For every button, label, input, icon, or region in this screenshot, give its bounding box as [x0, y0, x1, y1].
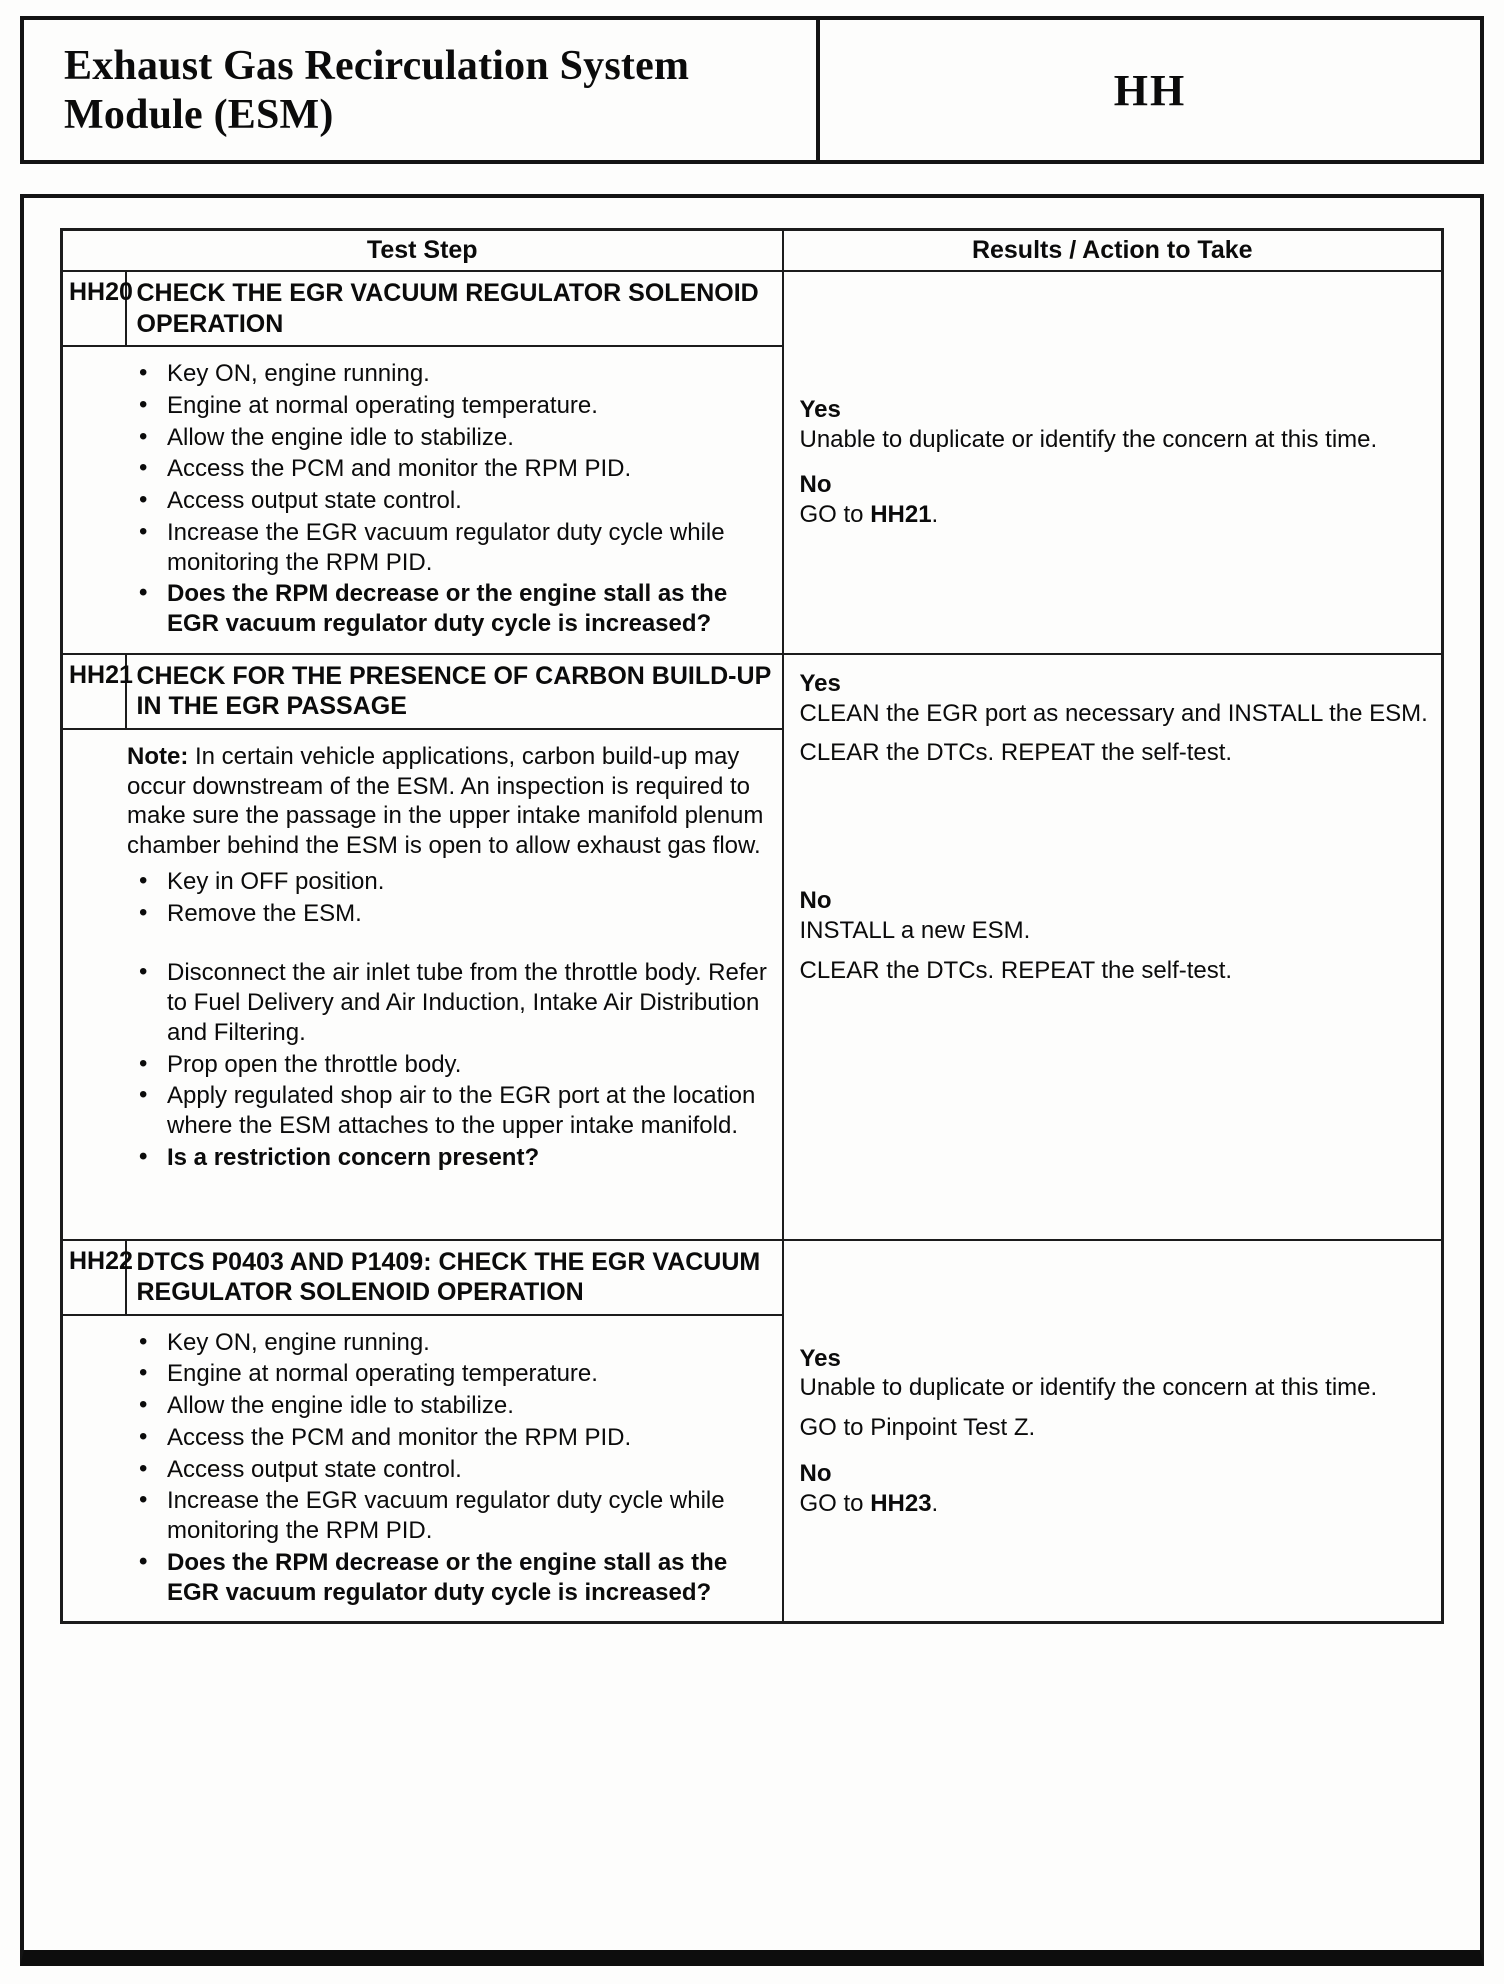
text-segment: GO to — [799, 501, 871, 529]
header-title-cell — [24, 20, 816, 160]
test-step-bullet — [63, 899, 768, 929]
test-step-bullet — [63, 518, 768, 578]
result-line — [800, 500, 1430, 530]
result-label-no: No — [799, 471, 832, 499]
bullet-text: Access output state control. — [167, 487, 462, 514]
bullet-text: Increase the EGR vacuum regulator duty cycle while monitoring the RPM PID. — [167, 518, 725, 576]
bullet-icon: • — [139, 1142, 148, 1170]
bullet-icon: • — [139, 1327, 148, 1355]
test-step-bullet — [63, 1081, 768, 1141]
result-line: Unable to duplicate or identify the concern at this time. — [799, 1374, 1378, 1402]
column-header-results: Results / Action to Take — [783, 230, 1443, 272]
results-cell — [783, 271, 1443, 654]
text-segment: . — [931, 501, 939, 529]
bullet-text: Access output state control. — [167, 1455, 462, 1483]
bullet-icon: • — [139, 454, 148, 482]
bullet-icon: • — [139, 1547, 148, 1575]
result-no-group — [800, 470, 1430, 530]
result-no-group — [800, 886, 1430, 985]
test-step-bullet — [63, 359, 768, 389]
note-label: Note: — [127, 742, 189, 770]
test-step-bullet — [63, 867, 768, 897]
result-line: GO to Pinpoint Test Z. — [799, 1414, 1036, 1441]
page-title: Exhaust Gas Recirculation System Module (ESM) — [64, 43, 690, 138]
go-reference: HH21 — [870, 501, 932, 529]
bullet-text: Allow the engine idle to stabilize. — [167, 1392, 514, 1419]
test-step-bullet — [63, 1050, 768, 1080]
note-text: In certain vehicle applications, carbon build-up may occur downstream of the ESM. An inspection is required to make sure the passage in the upper intake manifold plenum chamber behind the ESM is open to allow exhaust gas flow. — [127, 742, 764, 859]
results-cell — [783, 654, 1443, 1240]
bullet-icon: • — [139, 486, 148, 513]
result-yes-group — [800, 395, 1430, 455]
test-step-bullet — [63, 1423, 768, 1453]
test-body — [62, 1315, 783, 1623]
bullet-text: Engine at normal operating temperature. — [167, 391, 598, 419]
test-step-bullet — [63, 1359, 768, 1389]
result-label-yes: Yes — [799, 1344, 841, 1372]
result-label-no: No — [799, 1459, 832, 1487]
bullet-icon: • — [139, 1391, 148, 1418]
test-id: HH22 — [62, 1240, 126, 1315]
test-body — [62, 346, 783, 654]
bullet-icon: • — [139, 1454, 148, 1482]
test-step-question — [63, 1548, 768, 1608]
bullet-text: Disconnect the air inlet tube from the throttle body. Refer to Fuel Delivery and Air Induction, Intake Air Distribution and Filtering. — [167, 959, 767, 1046]
test-step-bullet — [63, 1391, 768, 1421]
test-step-question — [63, 1143, 768, 1173]
text-segment: . — [931, 1489, 939, 1517]
bullet-icon: • — [139, 1359, 148, 1387]
section-code: HH — [1113, 65, 1187, 115]
test-body — [62, 729, 783, 1240]
result-line: CLEAR the DTCs. REPEAT the self-test. — [799, 956, 1233, 984]
bullet-icon: • — [139, 1422, 148, 1450]
test-id: HH21 — [62, 654, 126, 729]
bullet-text: Is a restriction concern present? — [167, 1143, 540, 1171]
test-step-bullet — [63, 486, 768, 516]
test-step-bullet — [63, 423, 768, 453]
bullet-text: Does the RPM decrease or the engine stall as the EGR vacuum regulator duty cycle is increased? — [167, 580, 728, 637]
test-note — [127, 742, 768, 861]
pinpoint-test-table — [60, 228, 1444, 1624]
bullet-icon: • — [139, 422, 148, 450]
bullet-text: Does the RPM decrease or the engine stall as the EGR vacuum regulator duty cycle is increased? — [167, 1548, 728, 1606]
page-header — [20, 16, 1484, 164]
bullet-icon: • — [139, 1081, 148, 1109]
result-line: CLEAR the DTCs. REPEAT the self-test. — [799, 739, 1233, 767]
bullet-text: Remove the ESM. — [167, 899, 362, 927]
bullet-text: Key in OFF position. — [167, 867, 385, 895]
result-line: CLEAN the EGR port as necessary and INSTALL the ESM. — [799, 699, 1428, 727]
result-label-yes: Yes — [799, 669, 841, 697]
test-title: DTCS P0403 AND P1409: CHECK THE EGR VACUUM REGULATOR SOLENOID OPERATION — [126, 1240, 783, 1315]
bullet-text: Key ON, engine running. — [167, 360, 430, 387]
bullet-text: Access the PCM and monitor the RPM PID. — [167, 1423, 632, 1451]
bullet-icon: • — [139, 1049, 148, 1077]
bullet-icon: • — [139, 1486, 148, 1514]
table-header-row — [62, 230, 1443, 272]
result-no-group — [800, 1459, 1430, 1519]
result-yes-group — [800, 669, 1430, 768]
bullet-icon: • — [139, 579, 148, 607]
bullet-icon: • — [139, 359, 148, 386]
result-yes-group — [800, 1344, 1430, 1443]
test-id: HH20 — [62, 271, 126, 346]
bullet-icon: • — [139, 958, 148, 986]
bullet-icon: • — [139, 390, 148, 418]
result-label-no: No — [799, 887, 832, 914]
test-step-bullet — [63, 454, 768, 484]
content-box — [20, 194, 1484, 1966]
results-cell — [783, 1240, 1443, 1623]
bullet-icon: • — [139, 517, 148, 545]
header-code-cell — [816, 20, 1480, 160]
bullet-text: Increase the EGR vacuum regulator duty cycle while monitoring the RPM PID. — [167, 1487, 725, 1544]
test-step-bullet — [63, 1486, 768, 1546]
test-row-hh20-title — [62, 271, 1443, 346]
test-title: CHECK FOR THE PRESENCE OF CARBON BUILD-UP IN THE EGR PASSAGE — [126, 654, 783, 729]
bullet-text: Engine at normal operating temperature. — [167, 1360, 598, 1388]
bullet-icon: • — [139, 898, 148, 926]
bullet-icon: • — [139, 866, 148, 894]
go-reference: HH23 — [870, 1489, 932, 1517]
test-step-bullet — [63, 391, 768, 421]
test-row-hh22-title — [62, 1240, 1443, 1315]
bullet-text: Prop open the throttle body. — [167, 1050, 462, 1078]
bullet-text: Allow the engine idle to stabilize. — [167, 423, 514, 451]
test-step-bullet — [63, 1328, 768, 1358]
text-segment: GO to — [799, 1489, 871, 1517]
test-row-hh21-title — [62, 654, 1443, 729]
column-header-test-step: Test Step — [62, 230, 783, 272]
result-line — [800, 1489, 1430, 1519]
test-title: CHECK THE EGR VACUUM REGULATOR SOLENOID OPERATION — [126, 271, 783, 346]
result-label-yes: Yes — [799, 395, 841, 423]
bullet-text: Access the PCM and monitor the RPM PID. — [167, 455, 632, 483]
result-line: Unable to duplicate or identify the concern at this time. — [799, 425, 1378, 453]
test-step-bullet — [63, 958, 768, 1047]
test-step-bullet — [63, 1455, 768, 1485]
bullet-text: Key ON, engine running. — [167, 1328, 430, 1356]
test-step-question — [63, 579, 768, 639]
bullet-text: Apply regulated shop air to the EGR port at the location where the ESM attaches to the upper intake manifold. — [167, 1082, 756, 1139]
result-line: INSTALL a new ESM. — [799, 916, 1031, 944]
